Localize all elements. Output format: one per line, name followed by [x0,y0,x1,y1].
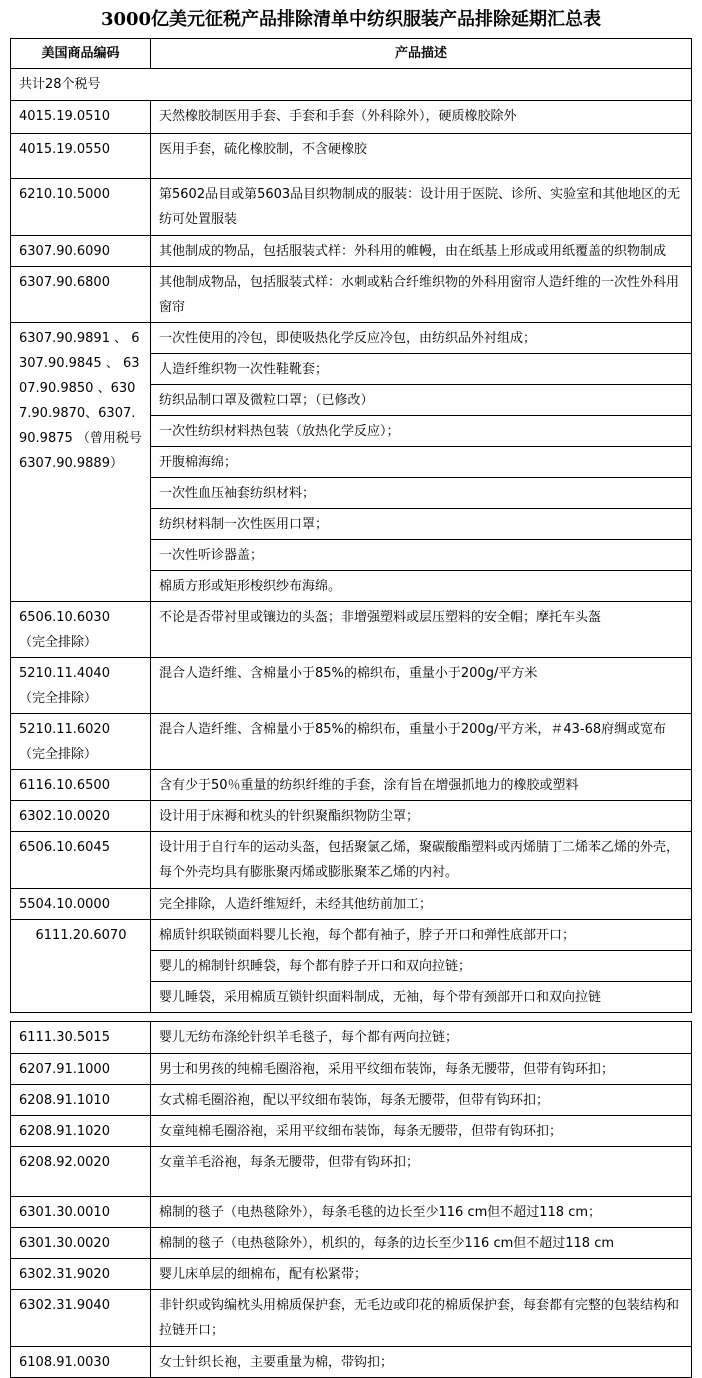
product-desc-cell: 一次性听诊器盖； [151,540,692,571]
exclusion-table-main [10,38,692,1013]
exclusion-table-continued [10,1021,692,1378]
table-row [11,602,692,658]
hts-code-cell: 6301.30.0010 [11,1197,151,1228]
table-row [11,1197,692,1228]
hts-code-cell: 6302.31.9040 [11,1290,151,1347]
col-header-desc: 产品描述 [151,39,692,69]
hts-code-cell: 6302.10.0020 [11,801,151,832]
hts-code-cell: 6506.10.6045 [11,832,151,889]
product-desc-cell: 其他制成物品，包括服装式样：水刺或粘合纤维织物的外科用窗帘人造纤维的一次性外科用窗帘 [151,267,692,323]
tables-gap [0,1013,702,1021]
product-desc-cell: 婴儿的棉制针织睡袋，每个都有脖子开口和双向拉链； [151,951,692,982]
table-row [11,1290,692,1347]
hts-code-cell: 6301.30.0020 [11,1228,151,1259]
product-desc-cell: 开腹棉海绵； [151,447,692,478]
hts-code-cell: 4015.19.0550 [11,134,151,179]
col-header-code: 美国商品编码 [11,39,151,69]
product-desc-cell: 一次性纺织材料热包装（放热化学反应）； [151,416,692,447]
table-row [11,1147,692,1197]
product-desc-cell: 纺织品制口罩及微粒口罩；（已修改） [151,385,692,416]
hts-code-cell: 4015.19.0510 [11,101,151,134]
hts-code-cell: 5504.10.0000 [11,889,151,920]
product-desc-cell: 棉制的毯子（电热毯除外），每条毛毯的边长至少116 cm但不超过118 cm； [151,1197,692,1228]
product-desc-cell: 设计用于自行车的运动头盔，包括聚氯乙烯，聚碳酸酯塑料或丙烯腈丁二烯苯乙烯的外壳，每个外壳均具有膨胀聚丙烯或膨胀聚苯乙烯的内衬。 [151,832,692,889]
table-row [11,1259,692,1290]
table-row [11,323,692,354]
table-row [11,1347,692,1378]
product-desc-cell: 设计用于床褥和枕头的针织聚酯织物防尘罩； [151,801,692,832]
table-row [11,101,692,134]
table-row [11,920,692,951]
hts-code-cell: 6108.91.0030 [11,1347,151,1378]
hts-code-cell: 6208.92.0020 [11,1147,151,1197]
product-desc-cell: 女童纯棉毛圈浴袍，采用平纹细布装饰，每条无腰带，但带有钩环扣； [151,1116,692,1147]
summary-row [11,69,692,101]
hts-code-cell: 5210.11.6020 （完全排除） [11,714,151,770]
table-row [11,179,692,236]
product-desc-cell: 婴儿床单层的细棉布，配有松紧带； [151,1259,692,1290]
product-desc-cell: 不论是否带衬里或镶边的头盔；非增强塑料或层压塑料的安全帽；摩托车头盔 [151,602,692,658]
product-desc-cell: 婴儿无纺布涤纶针织羊毛毯子，每个都有两向拉链； [151,1022,692,1054]
hts-code-cell: 6307.90.9891 、 6307.90.9845 、 6307.90.9850 、6307.90.9870、6307.90.9875 （曾用税号6307.90.9889） [11,323,151,602]
hts-code-cell: 6307.90.6800 [11,267,151,323]
table-1-body [11,39,692,1013]
table-row [11,714,692,770]
product-desc-cell: 第5602品目或第5603品目织物制成的服装：设计用于医院、诊所、实验室和其他地区的无纺可处置服装 [151,179,692,236]
table-2-body [11,1022,692,1378]
table-row [11,1228,692,1259]
hts-code-cell: 5210.11.4040 （完全排除） [11,658,151,714]
hts-code-cell: 6208.91.1020 [11,1116,151,1147]
table-row [11,801,692,832]
product-desc-cell: 男士和男孩的纯棉毛圈浴袍，采用平纹细布装饰，每条无腰带，但带有钩环扣； [151,1054,692,1085]
product-desc-cell: 女士针织长袍，主要重量为棉，带钩扣； [151,1347,692,1378]
product-desc-cell: 一次性血压袖套纺织材料； [151,478,692,509]
table-row [11,889,692,920]
product-desc-cell: 棉质方形或矩形梭织纱布海绵。 [151,571,692,602]
product-desc-cell: 女童羊毛浴袍，每条无腰带，但带有钩环扣； [151,1147,692,1197]
hts-code-cell: 6506.10.6030 （完全排除） [11,602,151,658]
product-desc-cell: 非针织或钩编枕头用棉质保护套，无毛边或印花的棉质保护套，每套都有完整的包装结构和拉链开口； [151,1290,692,1347]
product-desc-cell: 婴儿睡袋，采用棉质互锁针织面料制成，无袖，每个带有颈部开口和双向拉链 [151,982,692,1013]
product-desc-cell: 混合人造纤维、含棉量小于85%的棉织布，重量小于200g/平方米，＃43-68府绸或宽布 [151,714,692,770]
table-row [11,134,692,179]
table-row [11,658,692,714]
product-desc-cell: 完全排除，人造纤维短纤，未经其他纺前加工； [151,889,692,920]
table-row [11,1054,692,1085]
table-row [11,267,692,323]
table-row [11,770,692,801]
table-row [11,832,692,889]
hts-code-cell: 6208.91.1010 [11,1085,151,1116]
hts-code-cell: 6307.90.6090 [11,236,151,267]
hts-code-cell: 6111.30.5015 [11,1022,151,1054]
product-desc-cell: 其他制成的物品，包括服装式样：外科用的帷幔，由在纸基上形成或用纸覆盖的织物制成 [151,236,692,267]
table-row [11,1022,692,1054]
product-desc-cell: 医用手套，硫化橡胶制，不含硬橡胶 [151,134,692,179]
table-row [11,1085,692,1116]
product-desc-cell: 含有少于50％重量的纺织纤维的手套，涂有旨在增强抓地力的橡胶或塑料 [151,770,692,801]
table-row [11,1116,692,1147]
product-desc-cell: 混合人造纤维、含棉量小于85%的棉织布，重量小于200g/平方米 [151,658,692,714]
product-desc-cell: 天然橡胶制医用手套、手套和手套（外科除外），硬质橡胶除外 [151,101,692,134]
page-title: 3000亿美元征税产品排除清单中纺织服装产品排除延期汇总表 [100,9,602,30]
hts-code-cell: 6302.31.9020 [11,1259,151,1290]
hts-code-cell: 6111.20.6070 [11,920,151,1013]
hts-code-cell: 6207.91.1000 [11,1054,151,1085]
product-desc-cell: 女式棉毛圈浴袍，配以平纹细布装饰，每条无腰带，但带有钩环扣； [151,1085,692,1116]
hts-code-cell: 6210.10.5000 [11,179,151,236]
product-desc-cell: 人造纤维织物一次性鞋靴套； [151,354,692,385]
table-row [11,236,692,267]
product-desc-cell: 棉制的毯子（电热毯除外），机织的，每条的边长至少116 cm但不超过118 cm [151,1228,692,1259]
hts-code-cell: 6116.10.6500 [11,770,151,801]
document-page [0,9,702,1370]
product-desc-cell: 纺织材料制一次性医用口罩； [151,509,692,540]
product-desc-cell: 一次性使用的冷包，即使吸热化学反应冷包，由纺织品外衬组成； [151,323,692,354]
summary-cell: 共计28个税号 [11,69,692,101]
product-desc-cell: 棉质针织联锁面料婴儿长袍，每个都有袖子，脖子开口和弹性底部开口； [151,920,692,951]
table-header-row [11,39,692,69]
